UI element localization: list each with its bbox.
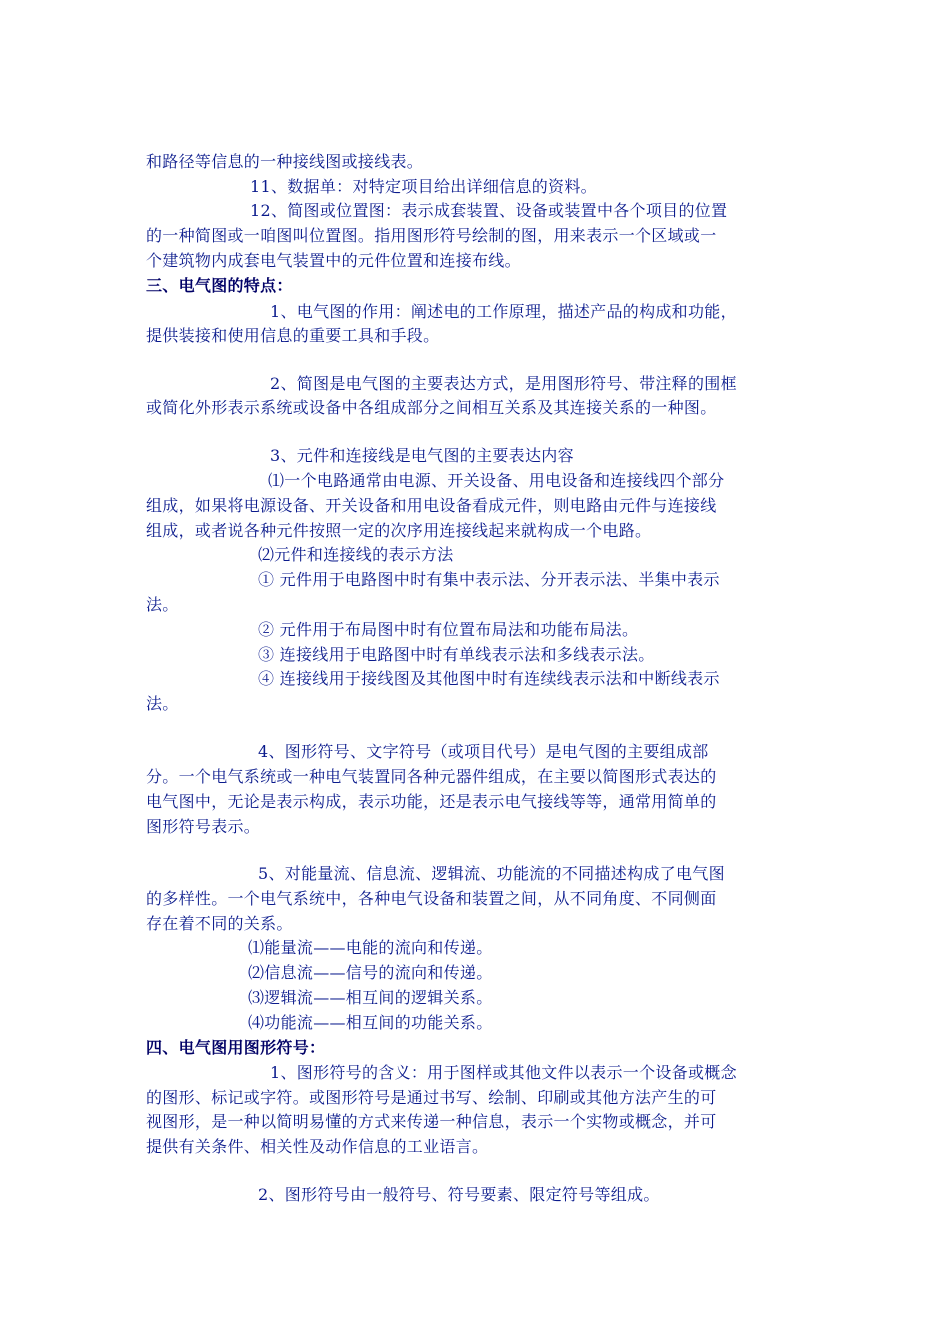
text-line: ④ 连接线用于接线图及其他图中时有连续线表示法和中断线表示 [258, 669, 720, 688]
section-heading: 三、电气图的特点： [146, 276, 293, 295]
text-line: 存在着不同的关系。 [146, 914, 293, 933]
text-line: ⑶逻辑流——相互间的逻辑关系。 [248, 988, 493, 1007]
text-line: 图形符号表示。 [146, 817, 261, 836]
text-line: 2、图形符号由一般符号、符号要素、限定符号等组成。 [258, 1185, 660, 1204]
text-line: 组成，或者说各种元件按照一定的次序用连接线起来就构成一个电路。 [146, 521, 652, 540]
text-line: ① 元件用于电路图中时有集中表示法、分开表示法、半集中表示 [258, 570, 720, 589]
text-line: ⑵信息流——信号的流向和传递。 [248, 963, 493, 982]
text-line: 12、简图或位置图：表示成套装置、设备或装置中各个项目的位置 [250, 201, 728, 220]
text-line: 提供有关条件、相关性及动作信息的工业语言。 [146, 1137, 489, 1156]
text-line: 的多样性。一个电气系统中，各种电气设备和装置之间，从不同角度、不同侧面 [146, 889, 717, 908]
text-line: 视图形，是一种以简明易懂的方式来传递一种信息，表示一个实物或概念，并可 [146, 1112, 717, 1131]
text-line: 的一种简图或一咱图叫位置图。指用图形符号绘制的图，用来表示一个区域或一 [146, 226, 717, 245]
text-line: 个建筑物内成套电气装置中的元件位置和连接布线。 [146, 251, 521, 270]
text-line: ⑴一个电路通常由电源、开关设备、用电设备和连接线四个部分 [268, 471, 725, 490]
text-line: 2、简图是电气图的主要表达方式，是用图形符号、带注释的围框 [270, 374, 737, 393]
text-line: 法。 [146, 694, 179, 713]
text-line: ② 元件用于布局图中时有位置布局法和功能布局法。 [258, 620, 639, 639]
text-line: 5、对能量流、信息流、逻辑流、功能流的不同描述构成了电气图 [258, 864, 725, 883]
text-line: ⑵元件和连接线的表示方法 [258, 545, 454, 564]
text-line: ⑴能量流——电能的流向和传递。 [248, 938, 493, 957]
text-line: 电气图中，无论是表示构成，表示功能，还是表示电气接线等等，通常用简单的 [146, 792, 717, 811]
text-line: 或简化外形表示系统或设备中各组成部分之间相互关系及其连接关系的一种图。 [146, 398, 717, 417]
text-line: ③ 连接线用于电路图中时有单线表示法和多线表示法。 [258, 645, 655, 664]
text-line: 4、图形符号、文字符号（或项目代号）是电气图的主要组成部 [258, 742, 709, 761]
text-line: 和路径等信息的一种接线图或接线表。 [146, 152, 424, 171]
text-line: 1、电气图的作用：阐述电的工作原理，描述产品的构成和功能， [270, 302, 737, 321]
text-line: 分。一个电气系统或一种电气装置同各种元器件组成，在主要以简图形式表达的 [146, 767, 717, 786]
text-line: ⑷功能流——相互间的功能关系。 [248, 1013, 493, 1032]
text-line: 11、数据单：对特定项目给出详细信息的资料。 [250, 177, 597, 196]
text-line: 1、图形符号的含义：用于图样或其他文件以表示一个设备或概念 [270, 1063, 737, 1082]
section-heading: 四、电气图用图形符号： [146, 1038, 326, 1057]
text-line: 的图形、标记或字符。或图形符号是通过书写、绘制、印刷或其他方法产生的可 [146, 1088, 717, 1107]
text-line: 3、元件和连接线是电气图的主要表达内容 [270, 446, 574, 465]
text-line: 组成，如果将电源设备、开关设备和用电设备看成元件，则电路由元件与连接线 [146, 496, 717, 515]
text-line: 法。 [146, 595, 179, 614]
text-line: 提供装接和使用信息的重要工具和手段。 [146, 326, 440, 345]
